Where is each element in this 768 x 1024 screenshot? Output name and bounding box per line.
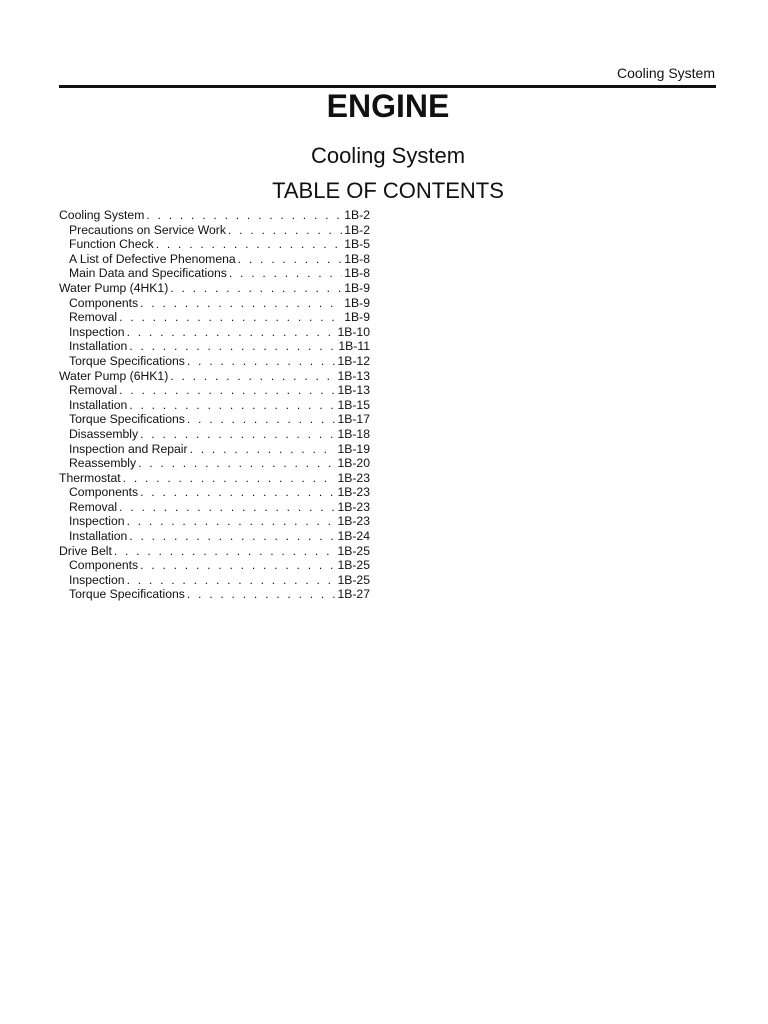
toc-entry-label: Reassembly [69,456,137,471]
toc-dot-leader [146,208,342,223]
toc-dot-leader [119,310,342,325]
toc-entry-label: Inspection [69,514,125,529]
toc-dot-leader [187,412,336,427]
toc-dot-leader [127,325,336,340]
toc-entry-page: 1B-24 [337,529,370,544]
toc-entry[interactable] [59,296,370,311]
toc-dot-leader [138,456,335,471]
toc-entry-label: Inspection [69,572,125,587]
toc-entry-page: 1B-13 [337,368,370,383]
toc-entry[interactable] [59,310,370,325]
toc-entry-label: Installation [69,529,128,544]
toc-entry-page: 1B-27 [337,587,370,602]
toc-entry[interactable] [59,237,370,252]
toc-entry-label: Main Data and Specifications [69,266,227,281]
toc-entry[interactable] [59,529,370,544]
toc-dot-leader [119,383,335,398]
toc-heading: TABLE OF CONTENTS [272,178,504,203]
toc-entry-page: 1B-20 [337,456,370,471]
toc-entry-label: Water Pump (4HK1) [59,280,169,295]
toc-entry-page: 1B-15 [337,397,370,412]
toc-dot-leader [129,529,335,544]
toc-entry[interactable] [59,442,370,457]
toc-dot-leader [187,587,336,602]
toc-entry-label: A List of Defective Phenomena [69,251,236,266]
toc-entry-page: 1B-23 [337,514,370,529]
toc-entry[interactable] [59,252,370,267]
toc-entry[interactable] [59,208,370,223]
toc-entry[interactable] [59,587,370,602]
toc-entry-page: 1B-12 [337,353,370,368]
toc-dot-leader [170,281,342,296]
table-of-contents [59,208,370,602]
toc-entry-label: Thermostat [59,470,121,485]
toc-entry-label: Components [69,558,139,573]
toc-entry[interactable] [59,398,370,413]
toc-dot-leader [238,252,343,267]
toc-entry-page: 1B-19 [337,441,370,456]
toc-entry[interactable] [59,383,370,398]
toc-entry-label: Water Pump (6HK1) [59,368,169,383]
toc-entry[interactable] [59,223,370,238]
toc-entry[interactable] [59,573,370,588]
toc-entry-label: Cooling System [59,208,145,222]
section-subtitle: Cooling System [310,143,466,168]
toc-dot-leader [114,544,336,559]
toc-entry[interactable] [59,281,370,296]
toc-entry-page: 1B-25 [337,558,370,573]
toc-dot-leader [140,296,342,311]
toc-entry[interactable] [59,500,370,515]
toc-entry[interactable] [59,325,370,340]
toc-entry-label: Installation [69,339,128,354]
toc-entry[interactable] [59,456,370,471]
toc-dot-leader [229,266,342,281]
toc-entry[interactable] [59,266,370,281]
toc-dot-leader [228,223,342,238]
toc-entry-label: Torque Specifications [69,412,185,427]
toc-entry[interactable] [59,339,370,354]
toc-entry-page: 1B-17 [337,412,370,427]
toc-entry-page: 1B-9 [344,295,370,310]
toc-dot-leader [140,485,335,500]
toc-entry[interactable] [59,514,370,529]
toc-entry-page: 1B-9 [344,310,370,325]
toc-entry-page: 1B-8 [344,266,370,281]
toc-entry-page: 1B-23 [337,470,370,485]
toc-entry-page: 1B-2 [344,208,370,222]
toc-entry-label: Removal [69,383,118,398]
section-title: ENGINE [326,88,450,124]
toc-entry-label: Components [69,485,139,500]
toc-entry-label: Torque Specifications [69,587,185,602]
toc-entry-page: 1B-8 [344,251,370,266]
toc-entry-page: 1B-23 [337,485,370,500]
toc-dot-leader [127,573,336,588]
toc-entry[interactable] [59,354,370,369]
toc-entry-label: Torque Specifications [69,353,185,368]
toc-dot-leader [119,500,335,515]
toc-entry-label: Components [69,295,139,310]
toc-dot-leader [123,471,336,486]
toc-entry-label: Function Check [69,237,154,252]
toc-entry-page: 1B-23 [337,499,370,514]
toc-entry-label: Precautions on Service Work [69,222,226,237]
toc-entry[interactable] [59,544,370,559]
toc-entry-page: 1B-13 [337,383,370,398]
toc-dot-leader [127,514,336,529]
toc-entry[interactable] [59,369,370,384]
toc-dot-leader [156,237,343,252]
toc-entry-page: 1B-10 [337,324,370,339]
toc-entry-page: 1B-25 [337,572,370,587]
toc-entry[interactable] [59,485,370,500]
toc-entry[interactable] [59,427,370,442]
toc-entry-page: 1B-25 [337,543,370,558]
toc-entry-label: Removal [69,310,118,325]
toc-dot-leader [190,442,336,457]
toc-dot-leader [129,339,336,354]
running-header-title: Cooling System [616,65,715,81]
toc-entry[interactable] [59,412,370,427]
toc-entry[interactable] [59,471,370,486]
toc-entry-label: Inspection [69,324,125,339]
toc-entry-page: 1B-18 [337,426,370,441]
toc-entry-label: Removal [69,499,118,514]
toc-entry-label: Inspection and Repair [69,441,188,456]
toc-dot-leader [140,558,335,573]
toc-entry-page: 1B-9 [344,280,370,295]
toc-entry-page: 1B-2 [344,222,370,237]
toc-entry-label: Disassembly [69,426,139,441]
toc-dot-leader [187,354,336,369]
toc-entry[interactable] [59,558,370,573]
toc-dot-leader [129,398,335,413]
toc-entry-label: Drive Belt [59,543,112,558]
toc-dot-leader [140,427,335,442]
toc-entry-page: 1B-5 [344,237,370,252]
toc-entry-page: 1B-11 [338,339,370,354]
toc-dot-leader [170,369,335,384]
toc-entry-label: Installation [69,397,128,412]
